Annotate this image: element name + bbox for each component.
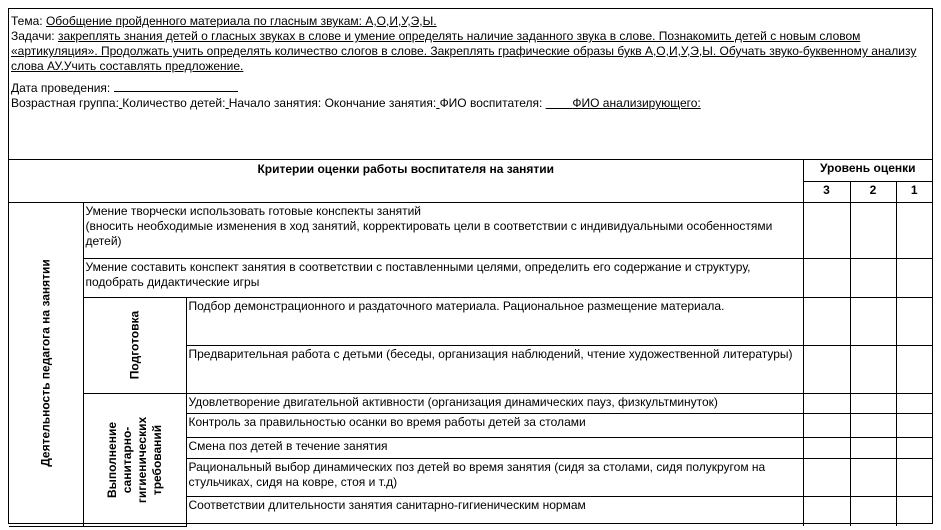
prep-section-label: Подготовка [127, 310, 141, 380]
prep-section-cell [83, 297, 186, 393]
score-1-cell[interactable] [896, 497, 932, 526]
score-1-cell[interactable] [896, 413, 932, 437]
score-3-cell[interactable] [803, 497, 850, 526]
level-2-header: 2 [850, 181, 896, 202]
score-3-cell[interactable] [803, 346, 850, 394]
score-3-cell[interactable] [803, 297, 850, 346]
score-1-cell[interactable] [896, 437, 932, 458]
tasks-line [11, 29, 930, 74]
hygiene-row-2: Контроль за правильностью осанки во время работы детей за столами [186, 413, 803, 437]
hygiene-row-4: Рациональный выбор динамических поз детей во время занятия (сидя за столами, сидя полукругом на стульчиках, сидя на ковре, стоя и т.д) [186, 458, 803, 496]
lesson-header [9, 9, 932, 160]
hygiene-section-label: Выполнение санитарно-гигиенических требований [104, 416, 164, 503]
score-1-cell[interactable] [896, 297, 932, 346]
main-section-cell [9, 202, 83, 526]
score-2-cell[interactable] [850, 346, 896, 394]
score-1-cell[interactable] [896, 393, 932, 413]
end-time-label: Окончание занятия: [324, 96, 437, 110]
score-1-cell[interactable] [896, 458, 932, 496]
criteria-table [9, 160, 932, 527]
score-2-cell[interactable] [850, 437, 896, 458]
level-3-header: 3 [803, 181, 850, 202]
date-label: Дата проведения: [11, 81, 111, 95]
score-2-cell[interactable] [850, 497, 896, 526]
general-row-2: Умение составить конспект занятия в соответствии с поставленными целями, определить его содержание и структуру, подобрать дидактические игры [83, 258, 803, 297]
prep-row-2: Предварительная работа с детьми (беседы, организация наблюдений, чтение художественной литературы) [186, 346, 803, 394]
score-2-cell[interactable] [850, 297, 896, 346]
score-3-cell[interactable] [803, 437, 850, 458]
score-2-cell[interactable] [850, 413, 896, 437]
topic-label: Тема: [11, 14, 43, 28]
main-section-label: Деятельность педагога на занятии [38, 258, 53, 467]
document-frame [8, 8, 933, 524]
score-3-cell[interactable] [803, 202, 850, 258]
tasks-label: Задачи: [11, 29, 55, 43]
topic-line [11, 14, 930, 29]
score-3-cell[interactable] [803, 458, 850, 496]
score-3-cell[interactable] [803, 258, 850, 297]
criteria-header: Критерии оценки работы воспитателя на занятии [9, 160, 803, 202]
score-1-cell[interactable] [896, 346, 932, 394]
topic-text: Обобщение пройденного материала по гласным звукам: А,О,И,У,Э,Ы. [45, 14, 437, 28]
hygiene-section-cell [83, 393, 186, 526]
analyst-name-label: ФИО анализирующего: [572, 96, 701, 110]
score-3-cell[interactable] [803, 393, 850, 413]
start-time-label: Начало занятия: [228, 96, 322, 110]
level-header: Уровень оценки [803, 160, 932, 181]
date-line [11, 80, 930, 96]
hygiene-row-5: Соответствии длительности занятия санитарно-гигиеническим нормам [186, 497, 803, 526]
score-2-cell[interactable] [850, 258, 896, 297]
prep-row-1: Подбор демонстрационного и раздаточного материала. Рациональное размещение материала. [186, 297, 803, 346]
score-2-cell[interactable] [850, 202, 896, 258]
score-2-cell[interactable] [850, 458, 896, 496]
age-group-label: Возрастная группа: [11, 96, 119, 110]
hygiene-row-3: Смена поз детей в течение занятия [186, 437, 803, 458]
score-2-cell[interactable] [850, 393, 896, 413]
tasks-text: закреплять знания детей о гласных звуках в слове и умение определять наличие заданного звука в слове. Познакомить детей с новым словом «артикуляция». Продолжать учить определять количество слогов в слове. Закреплять графические образы букв А,О,И,У,Э,Ы. Обучать звуко-буквенному анализу слова АУ.Учить составлять предложение. [11, 29, 917, 73]
general-row-1: Умение творчески использовать готовые конспекты занятий (вносить необходимые изменения в ход занятий, корректировать цели в соответствии с индивидуальными особенностями детей) [83, 202, 803, 258]
date-blank[interactable] [114, 80, 238, 92]
teacher-name-label: ФИО воспитателя: [439, 96, 543, 110]
score-1-cell[interactable] [896, 202, 932, 258]
children-count-label: Количество детей: [122, 96, 226, 110]
score-3-cell[interactable] [803, 413, 850, 437]
score-1-cell[interactable] [896, 258, 932, 297]
hygiene-row-1: Удовлетворение двигательной активности (организация динамических пауз, физкультминуток) [186, 393, 803, 413]
info-line [11, 96, 930, 111]
level-1-header: 1 [896, 181, 932, 202]
